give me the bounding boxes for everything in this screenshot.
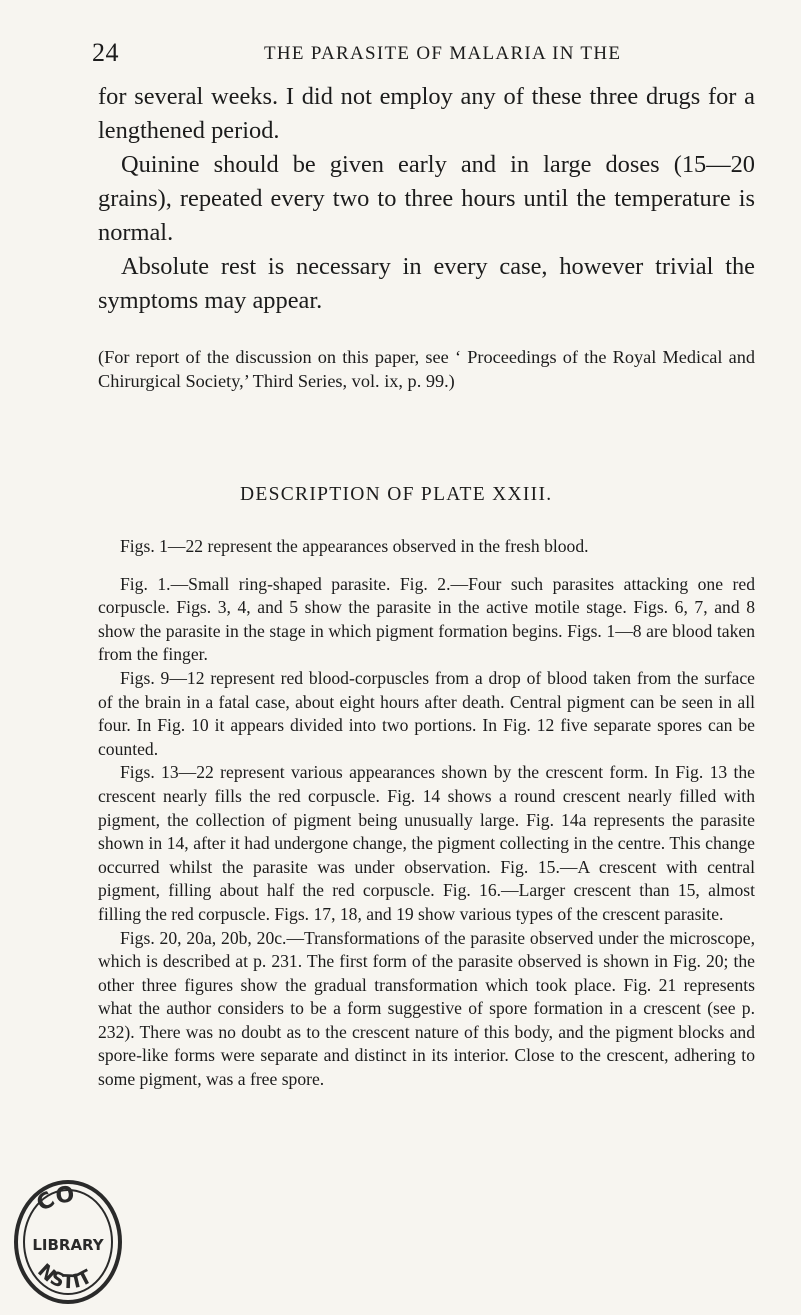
plate-title: DESCRIPTION OF PLATE XXIII. xyxy=(240,484,553,505)
svg-text:NSTIT xyxy=(33,1260,95,1294)
description-paragraph: Figs. 9—12 represent red blood-corpuscles from a drop of blood taken from the surface of the brain in a fatal case, about eight hours after death. Central pigment can be seen in all four. In Fig. 10 it appears divided into two portions. In Fig. 12 five separate spores can be counted. xyxy=(98,667,755,759)
library-stamp-icon xyxy=(6,1170,128,1310)
running-head: THE PARASITE OF MALARIA IN THE xyxy=(264,43,622,64)
svg-text:CO xyxy=(32,1182,75,1217)
description-paragraph: Figs. 20, 20a, 20b, 20c.—Transformations of the parasite observed under the microscope, which is described at p. 231. The first form of the parasite observed is shown in Fig. 20; the other three figures show the gradual transformation which took place. Fig. 21 represents what the author considers to be a form suggestive of spore formation in a crescent (see p. 232). There was no doubt as to the crescent nature of this body, and the pigment blocks and spore-like forms were separate and distinct in its interior. Close to the crescent, adhering to some pigment, was a free spore. xyxy=(98,927,755,1090)
page-number: 24 xyxy=(92,38,119,67)
description-paragraph: Figs. 13—22 represent various appearances shown by the crescent form. In Fig. 13 the crescent nearly fills the red corpuscle. Fig. 14 shows a round crescent nearly filled with pigment, the collection of pigment being unusually large. Fig. 14a represents the parasite shown in 14, after it had undergone change, the pigment collecting in the centre. This change occurred whilst the parasite was under observation. Fig. 15.—A crescent with central pigment, filling about half the red corpuscle. Fig. 16.—Larger crescent than 15, almost filling the red corpuscle. Figs. 17, 18, and 19 show various types of the crescent parasite. xyxy=(98,762,755,924)
stamp-graphic xyxy=(6,1170,128,1310)
stamp-text-middle: LIBRARY xyxy=(32,1236,104,1254)
discussion-note: (For report of the discussion on this paper, see ‘ Proceedings of the Royal Medical and Chirurgical Society,’ Third Series, vol. ix, p. 99.) xyxy=(98,347,755,391)
intro-paragraph: Absolute rest is necessary in every case, however trivial the symptoms may appear. xyxy=(98,253,755,314)
description-lead: Figs. 1—22 represent the appearances observed in the fresh blood. xyxy=(120,536,589,556)
page-header xyxy=(92,38,752,68)
description-paragraph: Fig. 1.—Small ring-shaped parasite. Fig. 2.—Four such parasites attacking one red corpuscle. Figs. 3, 4, and 5 show the parasite in the active motile stage. Figs. 6, 7, and 8 show the parasite in the stage in which pigment formation begins. Figs. 1—8 are blood taken from the finger. xyxy=(98,573,755,665)
stamp-text-bottom: NSTIT xyxy=(33,1259,96,1294)
intro-paragraph: Quinine should be given early and in large doses (15—20 grains), repeated every two to three hours until the temperature is normal. xyxy=(98,151,755,246)
intro-text xyxy=(98,80,755,318)
plate-description xyxy=(98,535,755,1092)
intro-paragraph: for several weeks. I did not employ any of these three drugs for a lengthened period. xyxy=(98,83,755,144)
stamp-text-top: CO xyxy=(32,1182,76,1218)
